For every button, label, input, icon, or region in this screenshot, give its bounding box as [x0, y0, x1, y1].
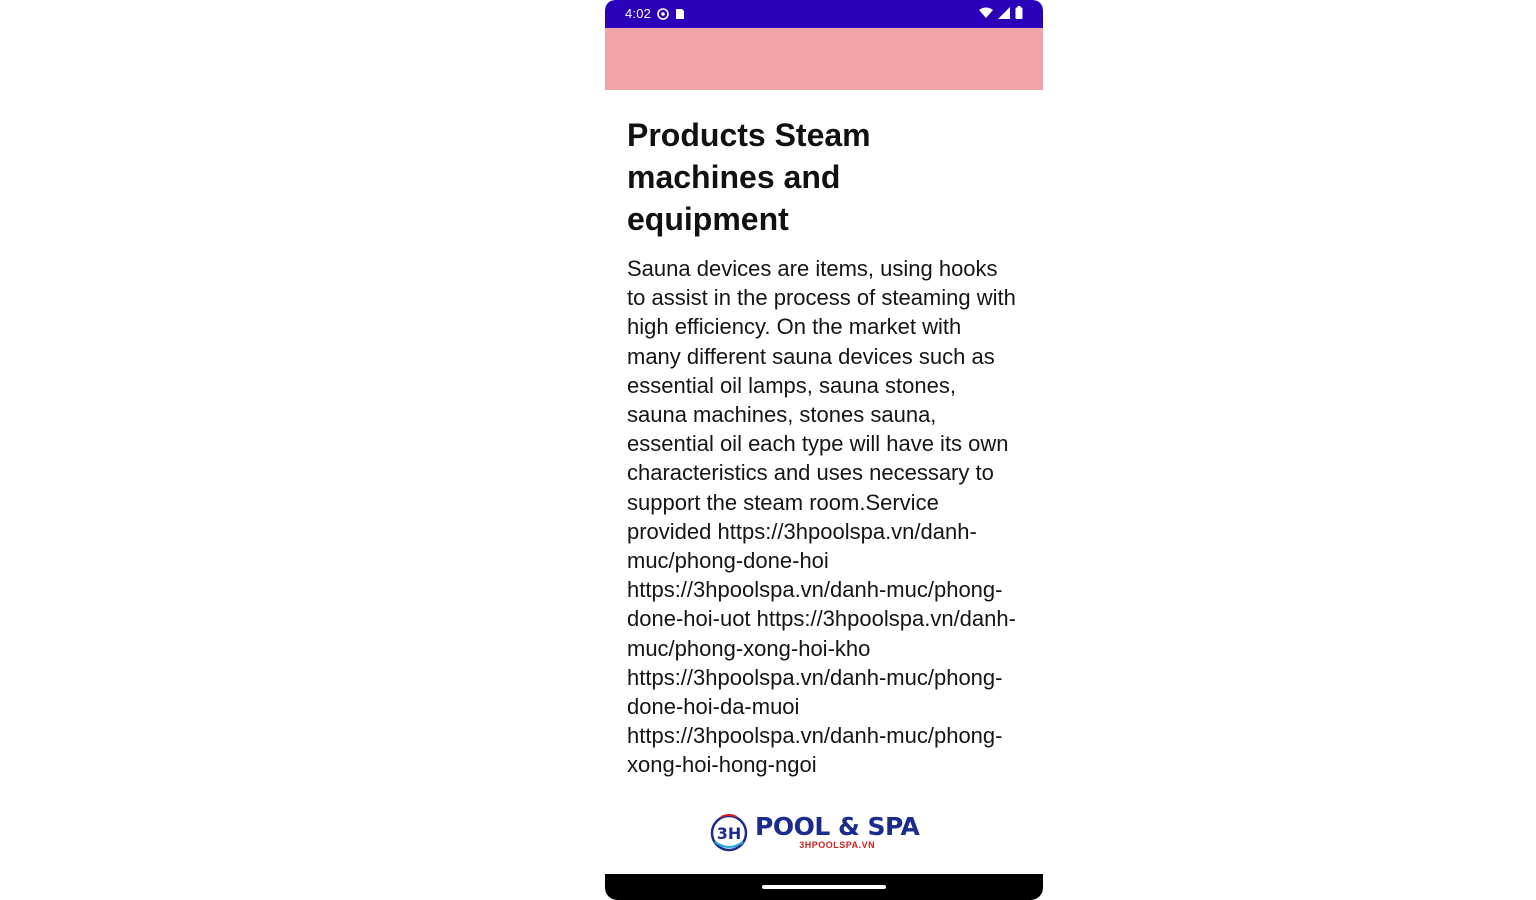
logo-mark-icon — [709, 812, 749, 852]
logo-text: POOL & SPA — [755, 812, 920, 841]
logo-subtext: 3HPOOLSPA.VN — [799, 840, 876, 850]
battery-icon — [1015, 6, 1023, 19]
logo-text-group — [755, 814, 919, 850]
svg-text:3H: 3H — [716, 824, 742, 843]
article-title: Products Steam machines and equipment — [627, 117, 871, 237]
app-bar — [605, 28, 1043, 90]
sim-card-icon — [675, 8, 685, 20]
brand-logo — [709, 812, 919, 852]
home-indicator[interactable] — [762, 885, 886, 889]
navigation-bar — [605, 874, 1043, 900]
article-body: Sauna devices are items, using hooks to assist in the process of steaming with high efficiency. On the market with many different sauna devices such as essential oil lamps, sauna stones, sauna machines, stones sauna, essential oil each type will have its own characteristics and uses necessary to support the steam room.Service provided https://3hpoolspa.vn/danh-muc/phong-done-hoi https://3hpoolspa.vn/danh-muc/phong-done-hoi-uot https://3hpoolspa.vn/danh-muc/phong-xong-hoi-kho https://3hpoolspa.vn/danh-muc/phong-done-hoi-da-muoi https://3hpoolspa.vn/danh-muc/phong-xong-hoi-hong-ngoi — [627, 256, 1016, 778]
status-right — [979, 6, 1023, 19]
signal-icon — [998, 7, 1010, 19]
status-left — [625, 6, 685, 21]
phone-screen — [605, 0, 1043, 900]
status-time: 4:02 — [625, 6, 652, 21]
wifi-icon — [979, 7, 993, 19]
status-bar — [605, 0, 1043, 28]
article-content — [627, 114, 1027, 780]
settings-icon — [657, 8, 669, 20]
